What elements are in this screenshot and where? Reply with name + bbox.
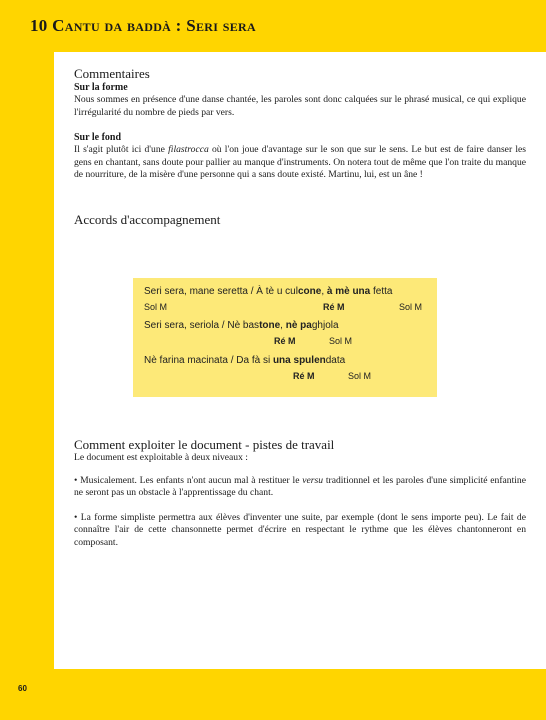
lyric-1-part-1: Seri sera, mane seretta / À tè u cul <box>144 286 298 297</box>
chord-1-3: Sol M <box>399 302 423 312</box>
chord-3-1: Ré M <box>293 371 315 381</box>
fond-heading: Sur le fond <box>74 132 122 144</box>
page-number: 60 <box>18 684 27 693</box>
fond-paragraph <box>74 144 526 182</box>
commentaires-heading: Commentaires <box>74 66 150 81</box>
chord-2-2: Sol M <box>329 336 353 346</box>
lyric-2-part-1: Seri sera, seriola / Nè bas <box>144 320 260 331</box>
lyric-2-part-2: tone <box>259 320 281 331</box>
chord-2-1: Ré M <box>274 336 296 346</box>
accords-heading: Accords d'accompagnement <box>74 211 221 227</box>
chord-1-2: Ré M <box>323 302 345 312</box>
bullet1-text-a: • Musicalement. Les enfants n'ont aucun mal à restituer le <box>74 474 303 486</box>
bullet-musicalement <box>74 475 526 500</box>
commentaires-section <box>74 66 526 227</box>
forme-paragraph: Nous sommes en présence d'une danse chantée, les paroles sont donc calquées sur le phrasé musical, ce qui explique l'irrégularité du nombre de pieds par vers. <box>74 94 526 118</box>
lyric-3-part-1: Nè farina macinata / Da fà si <box>144 355 273 366</box>
lyric-line-1 <box>144 286 392 297</box>
fond-text-1: Il s'agit plutôt ici d'une <box>74 144 169 156</box>
fond-text-2: où l'on joue d'avantage sur le son que sur le sens. Le but est de faire danser les gens en chantant, sans doute pour pallier au manque d'instruments. On notera tout de même que l'on traite du manque de nourriture, de la misère d'une personne qui a sans doute existé. Martinu, lui, est un âne ! <box>74 144 526 181</box>
page-content <box>54 52 546 669</box>
lyric-line-2 <box>144 320 339 331</box>
chord-3-2: Sol M <box>348 371 372 381</box>
lyric-1-part-2: cone <box>297 286 322 297</box>
chapter-title: 10 Cantu da baddà : Seri sera <box>30 16 256 35</box>
bullet-forme: • La forme simpliste permettra aux élèves d'inventer une suite, par exemple (dont le sens importe peu). Le fait de connaître l'air de cette chansonnette permet d'écrire en respectant le rythme que les élèves chantonneront en composant. <box>74 511 526 548</box>
fond-text-italic: filastrocca <box>168 144 209 156</box>
lyric-2-part-5: ghjola <box>311 320 339 331</box>
exploiter-section <box>74 437 526 550</box>
lyric-3-part-2: una spulen <box>272 355 326 366</box>
chord-1-1: Sol M <box>144 302 168 312</box>
lyric-1-part-3: , <box>321 286 327 297</box>
forme-heading: Sur la forme <box>74 82 128 93</box>
lyric-line-3 <box>144 355 345 366</box>
lyric-1-part-4: à mè una <box>326 286 371 297</box>
lyric-1-part-5: fetta <box>370 286 393 297</box>
lyric-2-part-3: , <box>280 320 286 331</box>
lyric-2-part-4: nè pa <box>285 320 312 331</box>
exploiter-heading: Comment exploiter le document - pistes de travail <box>74 437 335 452</box>
bullet1-italic: versu <box>302 474 324 486</box>
chords-box <box>133 278 437 397</box>
exploiter-intro: Le document est exploitable à deux niveaux : <box>74 452 248 463</box>
lyric-3-part-3: data <box>325 355 346 366</box>
bullet1-text-b: traditionnel et les paroles d'une simplicité enfantine ne seront pas un obstacle à l'apprentissage du chant. <box>74 474 526 499</box>
